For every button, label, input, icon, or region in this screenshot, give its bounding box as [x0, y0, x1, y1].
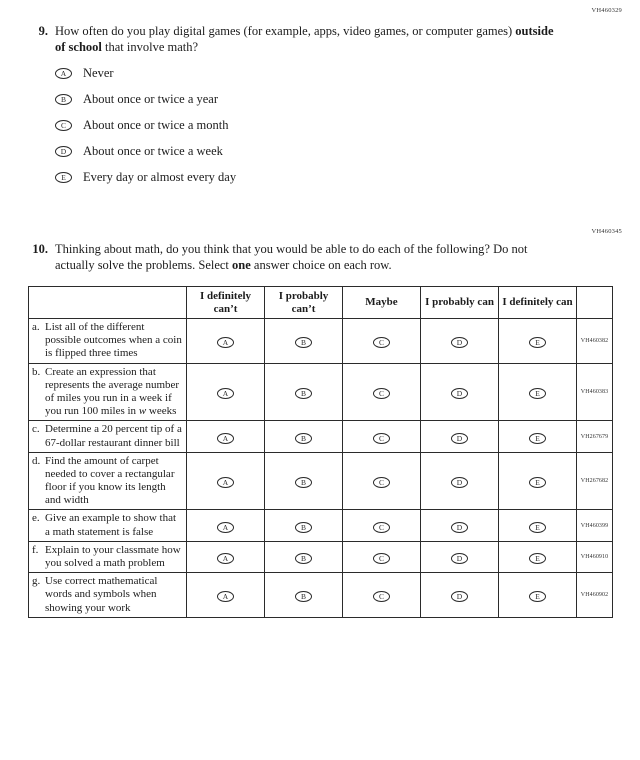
row-letter: a.	[32, 321, 40, 333]
q10-text-part2: answer choice on each row.	[250, 257, 392, 272]
row-letter: e.	[32, 512, 40, 525]
row-stem	[29, 541, 187, 572]
row-text: Find the amount of carpet needed to cover a rectangular floor if you know its length and width	[45, 454, 175, 507]
option-label: About once or twice a month	[83, 118, 229, 133]
radio-bubble[interactable]: C	[373, 433, 390, 444]
column-header-probably-can: I probably can	[421, 287, 499, 319]
answer-cell	[421, 452, 499, 510]
column-header-definitely-cant: I definitely can’t	[187, 287, 265, 319]
q9-text-bold: outside of school	[55, 24, 554, 54]
answer-cell	[187, 573, 265, 618]
radio-bubble[interactable]: B	[295, 337, 312, 348]
radio-bubble[interactable]: D	[451, 337, 468, 348]
q10-text-bold: one	[232, 257, 251, 272]
row-stem	[29, 421, 187, 452]
row-stem	[29, 452, 187, 510]
answer-cell	[499, 510, 577, 541]
radio-bubble[interactable]: B	[295, 433, 312, 444]
q9-text-part2: that involve math?	[101, 39, 199, 54]
column-header-maybe: Maybe	[343, 287, 421, 319]
q10-text-part1: Thinking about math, do you think that you would be able to do each of the following? Do not actually solve the problems. Select	[55, 242, 528, 272]
row-stem	[29, 510, 187, 541]
row-letter: b.	[32, 365, 41, 378]
q9-option-once-twice-month[interactable]	[55, 118, 586, 133]
radio-bubble[interactable]: B	[295, 522, 312, 533]
answer-cell	[499, 541, 577, 572]
q9-option-once-twice-week[interactable]	[55, 144, 586, 159]
row-letter: f.	[32, 543, 39, 556]
answer-cell	[499, 573, 577, 618]
radio-bubble[interactable]: D	[451, 477, 468, 488]
row-item-code: VH460910	[577, 541, 613, 572]
answer-cell	[343, 421, 421, 452]
radio-bubble[interactable]: A	[217, 591, 234, 602]
table-row-d	[29, 452, 613, 510]
radio-bubble[interactable]: E	[529, 388, 546, 399]
row-text: Use correct mathematical words and symbols when showing your work	[45, 575, 158, 614]
answer-cell	[421, 319, 499, 364]
answer-cell	[265, 573, 343, 618]
option-label: Never	[83, 66, 114, 81]
q9-options	[55, 66, 586, 185]
row-text: Determine a 20 percent tip of a 67-dollar restaurant dinner bill	[45, 423, 182, 449]
answer-cell	[265, 363, 343, 421]
answer-cell	[343, 452, 421, 510]
row-letter: c.	[32, 423, 40, 436]
row-item-code: VH460383	[577, 363, 613, 421]
answer-cell	[343, 363, 421, 421]
row-text: Explain to your classmate how you solved a math problem	[45, 543, 181, 569]
answer-cell	[343, 573, 421, 618]
answer-cell	[499, 421, 577, 452]
stem-header-empty	[29, 287, 187, 319]
radio-bubble[interactable]: C	[373, 388, 390, 399]
answer-cell	[187, 319, 265, 364]
row-item-code: VH460902	[577, 573, 613, 618]
row-stem	[29, 319, 187, 364]
question-10-text	[55, 242, 561, 273]
answer-cell	[421, 510, 499, 541]
question-9-number: 9.	[38, 24, 48, 38]
radio-bubble[interactable]: C	[373, 522, 390, 533]
question-9-text	[55, 24, 561, 55]
answer-cell	[265, 452, 343, 510]
radio-bubble[interactable]: E	[529, 522, 546, 533]
table-row-e	[29, 510, 613, 541]
row-text-variable: w	[138, 405, 147, 418]
row-text: Give an example to show that a math statement is false	[45, 512, 177, 538]
answer-cell	[343, 510, 421, 541]
row-letter: g.	[32, 575, 41, 588]
answer-cell	[265, 510, 343, 541]
answer-cell	[343, 319, 421, 364]
answer-cell	[421, 541, 499, 572]
radio-bubble[interactable]: E	[529, 337, 546, 348]
option-label: Every day or almost every day	[83, 170, 237, 185]
radio-bubble[interactable]: C	[373, 553, 390, 564]
question-9	[26, 24, 586, 196]
table-row-b	[29, 363, 613, 421]
answer-cell	[343, 541, 421, 572]
radio-bubble[interactable]: C	[373, 591, 390, 602]
answer-cell	[499, 363, 577, 421]
row-text: List all of the different possible outcomes when a coin is flipped three times	[45, 321, 182, 360]
radio-bubble[interactable]: C	[373, 477, 390, 488]
radio-bubble[interactable]: A	[217, 522, 234, 533]
radio-bubble[interactable]: C	[55, 120, 72, 131]
row-stem	[29, 573, 187, 618]
radio-bubble[interactable]: D	[451, 553, 468, 564]
column-header-definitely-can: I definitely can	[499, 287, 577, 319]
radio-bubble[interactable]: B	[295, 553, 312, 564]
answer-cell	[187, 510, 265, 541]
radio-bubble[interactable]: C	[373, 337, 390, 348]
row-item-code: VH267682	[577, 452, 613, 510]
radio-bubble[interactable]: A	[217, 388, 234, 399]
answer-cell	[499, 319, 577, 364]
radio-bubble[interactable]: B	[55, 94, 72, 105]
answer-cell	[187, 452, 265, 510]
radio-bubble[interactable]: D	[55, 146, 72, 157]
row-item-code: VH460382	[577, 319, 613, 364]
answer-cell	[421, 363, 499, 421]
radio-bubble[interactable]: A	[217, 553, 234, 564]
answer-cell	[421, 573, 499, 618]
radio-bubble[interactable]: D	[451, 388, 468, 399]
answer-cell	[499, 452, 577, 510]
radio-bubble[interactable]: E	[529, 477, 546, 488]
table-row-a	[29, 319, 613, 364]
q9-text-part1: How often do you play digital games (for example, apps, video games, or computer games)	[55, 24, 516, 38]
code-header-empty	[577, 287, 613, 319]
row-text-part2: weeks	[146, 405, 177, 418]
question-10-number: 10.	[32, 242, 48, 256]
header-row	[29, 287, 613, 319]
table-row-g	[29, 573, 613, 618]
radio-bubble[interactable]: D	[451, 522, 468, 533]
radio-bubble[interactable]: A	[217, 337, 234, 348]
row-stem	[29, 363, 187, 421]
answer-cell	[187, 363, 265, 421]
radio-bubble[interactable]: E	[55, 172, 72, 183]
radio-bubble[interactable]: B	[295, 388, 312, 399]
table-row-c	[29, 421, 613, 452]
radio-bubble[interactable]: B	[295, 477, 312, 488]
radio-bubble[interactable]: B	[295, 591, 312, 602]
answer-cell	[421, 421, 499, 452]
row-letter: d.	[32, 454, 41, 467]
radio-bubble[interactable]: A	[217, 433, 234, 444]
radio-bubble[interactable]: A	[217, 477, 234, 488]
answer-cell	[265, 421, 343, 452]
item-code-q9: VH460329	[591, 7, 622, 14]
answer-cell	[265, 541, 343, 572]
item-code-q10: VH460345	[591, 228, 622, 235]
option-label: About once or twice a year	[83, 92, 219, 107]
radio-bubble[interactable]: E	[529, 553, 546, 564]
radio-bubble[interactable]: A	[55, 68, 72, 79]
row-text-part1: Create an expression that represents the average number of miles you run in a week if you run 100 miles in	[45, 365, 180, 418]
q9-option-once-twice-year[interactable]	[55, 92, 586, 107]
q10-answer-grid	[28, 286, 613, 618]
answer-cell	[187, 421, 265, 452]
column-header-probably-cant: I probably can’t	[265, 287, 343, 319]
q9-option-every-day[interactable]	[55, 170, 586, 185]
question-10	[26, 242, 614, 273]
table-row-f	[29, 541, 613, 572]
option-label: About once or twice a week	[83, 144, 223, 159]
radio-bubble[interactable]: E	[529, 591, 546, 602]
answer-cell	[187, 541, 265, 572]
radio-bubble[interactable]: D	[451, 433, 468, 444]
row-item-code: VH460399	[577, 510, 613, 541]
radio-bubble[interactable]: D	[451, 591, 468, 602]
q9-option-never[interactable]	[55, 66, 586, 81]
row-text	[45, 366, 183, 419]
radio-bubble[interactable]: E	[529, 433, 546, 444]
row-item-code: VH267679	[577, 421, 613, 452]
answer-cell	[265, 319, 343, 364]
